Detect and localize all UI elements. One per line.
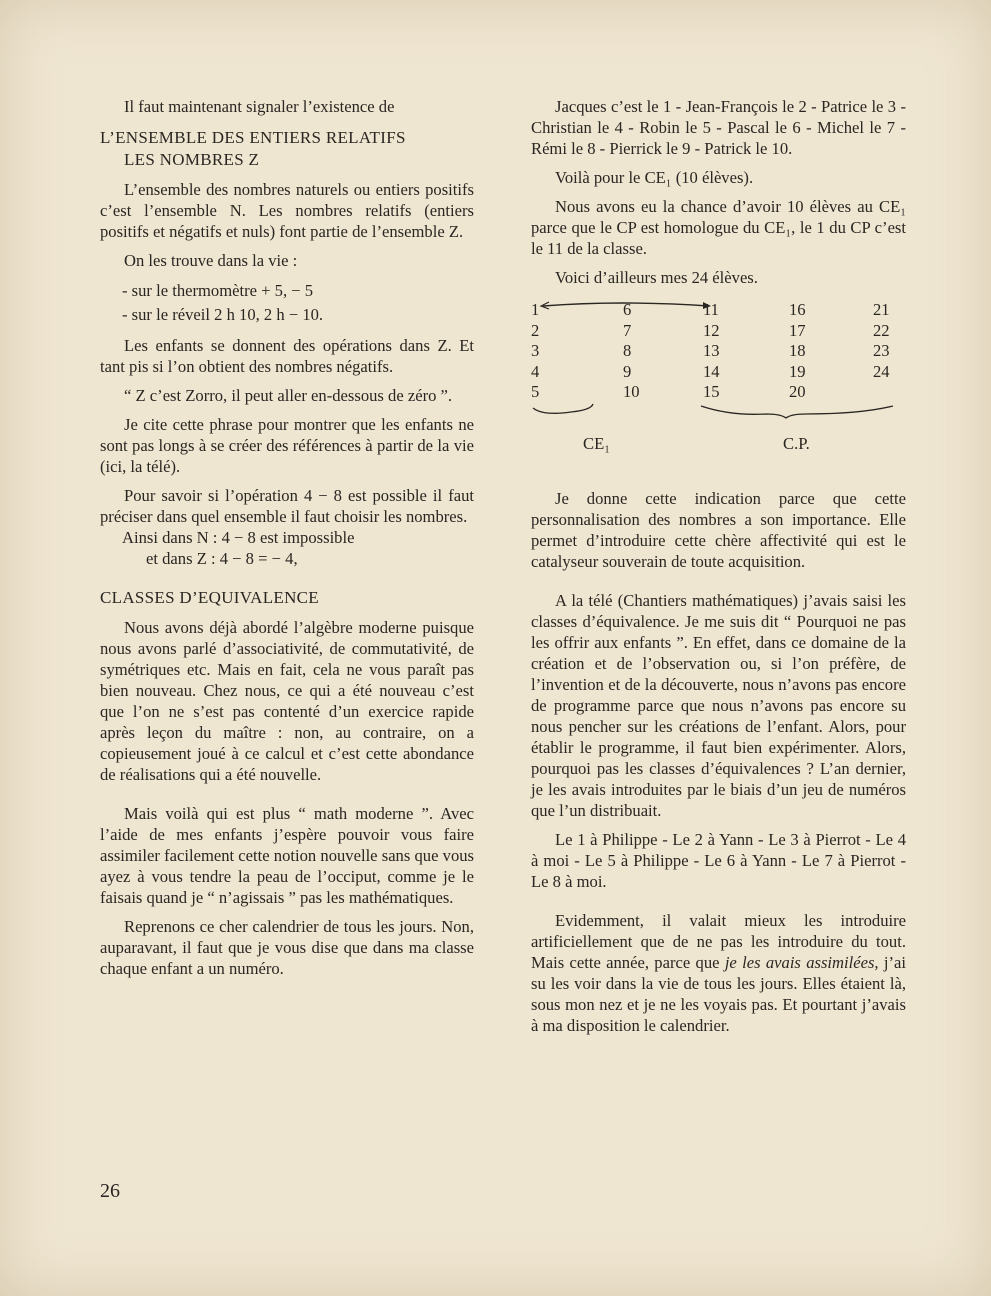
calendar-number: 11: [703, 300, 719, 319]
calendar-number: 5: [531, 382, 540, 401]
evidemment-part-b: j’ai su les voir dans la vie de tous les jours. Elles étaient là, sous mon nez et je ne les voyais pas. Et pourtant j’avais à ma disposition le calendrier.: [531, 953, 906, 1035]
heading-entiers-relatifs: [100, 127, 474, 171]
paragraph-tele: A la télé (Chantiers mathématiques) j’avais saisi les classes d’équivalence. Je me suis dit “ Pourquoi ne pas les offrir aux enfants ”. En effet, dans ce domaine de la création et de l’observation ou, si l’on préfère, de l’invention et de la découverte, nous n’avons pas encore de programme parce que nous n’avons pas encore su nous pencher sur les créations de l’enfant. Alors, pour établir le programme, il faut bien expérimenter. Alors, pourquoi pas les classes d’équivalences ? L’an dernier, je les avais introduites par le biais d’un jeu de numéros que l’un distribuait.: [531, 591, 906, 820]
calendar-number: 4: [531, 361, 540, 381]
calendar-number: 1: [531, 300, 540, 319]
examples-list: [100, 279, 474, 327]
calendar-number: 19: [789, 361, 806, 381]
calendar-number: 23: [873, 341, 890, 360]
heading-line-2: LES NOMBRES Z: [124, 150, 260, 169]
calendar-number: 17: [789, 320, 806, 340]
calendar-number: 24: [873, 361, 890, 381]
calendar-number: 20: [789, 382, 806, 401]
paragraph-cite: Je cite cette phrase pour montrer que les enfants ne sont pas longs à se créer des références à partir de la vie (ici, la télé).: [100, 415, 474, 476]
label-ce1: CE₁: [583, 434, 610, 453]
paragraph-reprenons: Reprenons ce cher calendrier de tous les jours. Non, auparavant, il faut que je vous dise que dans ma classe chaque enfant a un numéro.: [100, 917, 474, 978]
paragraph-philippe: Le 1 à Philippe - Le 2 à Yann - Le 3 à Pierrot - Le 4 à moi - Le 5 à Philippe - Le 6 à Yann - Le 7 à Pierrot - Le 8 à moi.: [531, 830, 906, 891]
paragraph-indication: Je donne cette indication parce que cette personnalisation des nombres a son importance. Elle permet d’introduire cette chère affectivité qui est le catalyseur souverain de toute acquisition.: [531, 489, 906, 571]
paragraph-chance: Nous avons eu la chance d’avoir 10 élèves au CE₁ parce que le CP est homologue du CE₁, le 1 du CP c’est le 11 de la classe.: [531, 197, 906, 258]
paragraph-algebre: Nous avons déjà abordé l’algèbre moderne puisque nous avons parlé d’associativité, de commutativité, de symétriques etc. Mais en fait, cela ne vous paraît pas bien nouveau. Chez nous, ce qui a été nouveau c’est que l’on ne s’est pas contenté d’un exercice rapide après leçon du maître : non, au contraire, on a copieusement joué à ce calcul et c’est cette abondance de réalisations qui a été nouvelle.: [100, 618, 474, 784]
paragraph-math-moderne: Mais voilà qui est plus “ math moderne ”. Avec l’aide de mes enfants j’espère pouvoir vous faire assimiler facilement cette notion nouvelle sans que vous ayez à vous tendre la peau de l’occiput, comme je le faisais quand je “ n’agissais ” pas les mathématiques.: [100, 804, 474, 907]
evidemment-part-a: Evidemment, il valait mieux les introduire artificiellement que de ne pas les introduire du tout. Mais cette année, parce que: [531, 911, 906, 972]
calendar-number: 13: [703, 341, 720, 360]
list-item: - sur le thermomètre + 5, − 5: [122, 281, 314, 300]
right-column: [531, 96, 906, 1036]
paragraph-voici: Voici d’ailleurs mes 24 élèves.: [555, 268, 758, 287]
calendar-number: 14: [703, 361, 720, 381]
calendar-number: 18: [789, 341, 806, 360]
calendar-number: 21: [873, 300, 890, 319]
equation-line-2: et dans Z : 4 − 8 = − 4,: [146, 549, 298, 568]
equation-line-1: Ainsi dans N : 4 − 8 est impossible: [122, 528, 355, 547]
paragraph-savoir: Pour savoir si l’opération 4 − 8 est possible il faut préciser dans quel ensemble il faut choisir les nombres.: [100, 486, 474, 526]
calendar-number: 9: [623, 361, 632, 381]
calendar-number: 12: [703, 320, 720, 340]
student-number-table: [531, 298, 906, 458]
calendar-number: 10: [623, 382, 640, 401]
label-cp: C.P.: [783, 434, 810, 453]
paragraph-zorro: “ Z c’est Zorro, il peut aller en-dessous de zéro ”.: [124, 386, 453, 405]
calendar-number: 3: [531, 341, 540, 360]
left-column: [100, 96, 474, 979]
paragraph-ensemble: L’ensemble des nombres naturels ou entiers positifs c’est l’ensemble N. Les nombres relatifs (entiers positifs et négatifs et nuls) font partie de l’ensemble Z.: [100, 180, 474, 241]
intro-paragraph: Il faut maintenant signaler l’existence de: [124, 97, 395, 116]
calendar-number: 2: [531, 320, 540, 340]
heading-line-1: L’ENSEMBLE DES ENTIERS RELATIFS: [100, 128, 406, 147]
calendar-number: 6: [623, 300, 632, 319]
paragraph-enfants: Les enfants se donnent des opérations dans Z. Et tant pis si l’on obtient des nombres négatifs.: [100, 336, 474, 376]
page-number: 26: [100, 1180, 120, 1202]
paragraph-voila: Voilà pour le CE₁ (10 élèves).: [555, 168, 754, 187]
calendar-number: 15: [703, 382, 720, 401]
list-item: - sur le réveil 2 h 10, 2 h − 10.: [122, 305, 324, 324]
calendar-number: 16: [789, 300, 806, 319]
paragraph-jacques: Jacques c’est le 1 - Jean-François le 2 - Patrice le 3 - Christian le 4 - Robin le 5 - Pascal le 6 - Michel le 7 - Rémi le 8 - Pierrick le 9 - Patrick le 10.: [531, 97, 906, 158]
calendar-number: 8: [623, 341, 632, 360]
calendar-number: 7: [623, 320, 632, 340]
evidemment-italic: je les avais assimilées,: [724, 953, 879, 972]
heading-classes-equivalence: CLASSES D’EQUIVALENCE: [100, 588, 319, 607]
paragraph-vie: On les trouve dans la vie :: [124, 251, 298, 270]
calendar-number: 22: [873, 320, 890, 340]
equation-block: [100, 527, 474, 569]
paragraph-evidemment: [531, 910, 906, 1036]
